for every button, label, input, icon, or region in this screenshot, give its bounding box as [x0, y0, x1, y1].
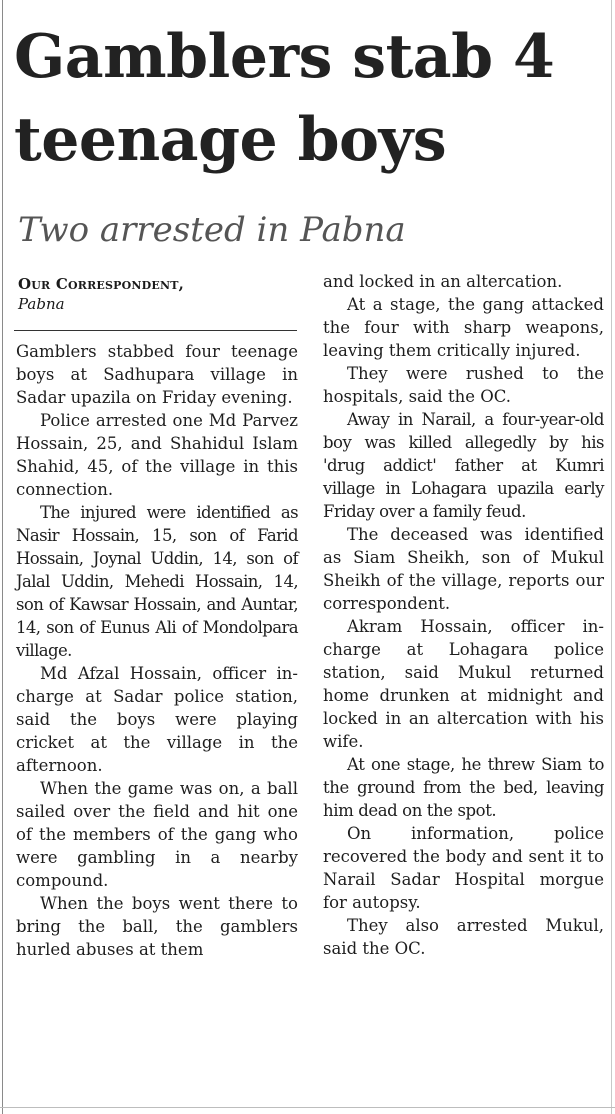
page-bottom-border: [0, 1107, 615, 1108]
paragraph: Gamblers stabbed four teenage boys at Sadhupara village in Sadar upazila on Friday evening.: [16, 342, 298, 407]
page-left-border: [2, 0, 3, 1114]
byline: [18, 274, 308, 314]
headline: Gamblers stab 4 teenage boys: [14, 22, 555, 175]
article-column-left: [16, 340, 298, 961]
paragraph: On information, police recovered the body and sent it to Narail Sadar Hospital morgue for autopsy.: [323, 824, 604, 912]
paragraph: and locked in an altercation.: [323, 272, 563, 291]
paragraph: Akram Hossain, officer in-charge at Lohagara police station, said Mukul returned home drunken at midnight and locked in an altercation with his wife.: [323, 617, 604, 751]
subheadline: Two arrested in Pabna: [18, 210, 406, 250]
paragraph: Md Afzal Hossain, officer in-charge at Sadar police station, said the boys were playing cricket at the village in the afternoon.: [16, 664, 298, 775]
paragraph: At one stage, he threw Siam to the ground from the bed, leaving him dead on the spot.: [323, 755, 604, 820]
byline-divider: [14, 330, 297, 331]
byline-name: Our Correspondent,: [18, 275, 185, 293]
paragraph: The deceased was identified as Siam Sheikh, son of Mukul Sheikh of the village, reports our correspondent.: [323, 525, 604, 613]
paragraph: They were rushed to the hospitals, said the OC.: [323, 364, 604, 406]
paragraph: Police arrested one Md Parvez Hossain, 25, and Shahidul Islam Shahid, 45, of the village in this connection.: [16, 411, 298, 499]
paragraph: When the boys went there to bring the ball, the gamblers hurled abuses at them: [16, 894, 298, 959]
article-column-right: [323, 270, 604, 960]
paragraph: At a stage, the gang attacked the four with sharp weapons, leaving them critically injured.: [323, 295, 604, 360]
paragraph: They also arrested Mukul, said the OC.: [323, 916, 604, 958]
paragraph: When the game was on, a ball sailed over the field and hit one of the members of the gang who were gambling in a nearby compound.: [16, 779, 298, 890]
paragraph: The injured were identified as Nasir Hossain, 15, son of Farid Hossain, Joynal Uddin, 14, son of Jalal Uddin, Mehedi Hossain, 14, son of Kawsar Hossain, and Auntar, 14, son of Eunus Ali of Mondolpara village.: [16, 503, 298, 660]
paragraph: Away in Narail, a four-year-old boy was killed allegedly by his 'drug addict' father at Kumri village in Lohagara upazila early Friday over a family feud.: [323, 410, 604, 521]
byline-place: Pabna: [18, 295, 65, 313]
